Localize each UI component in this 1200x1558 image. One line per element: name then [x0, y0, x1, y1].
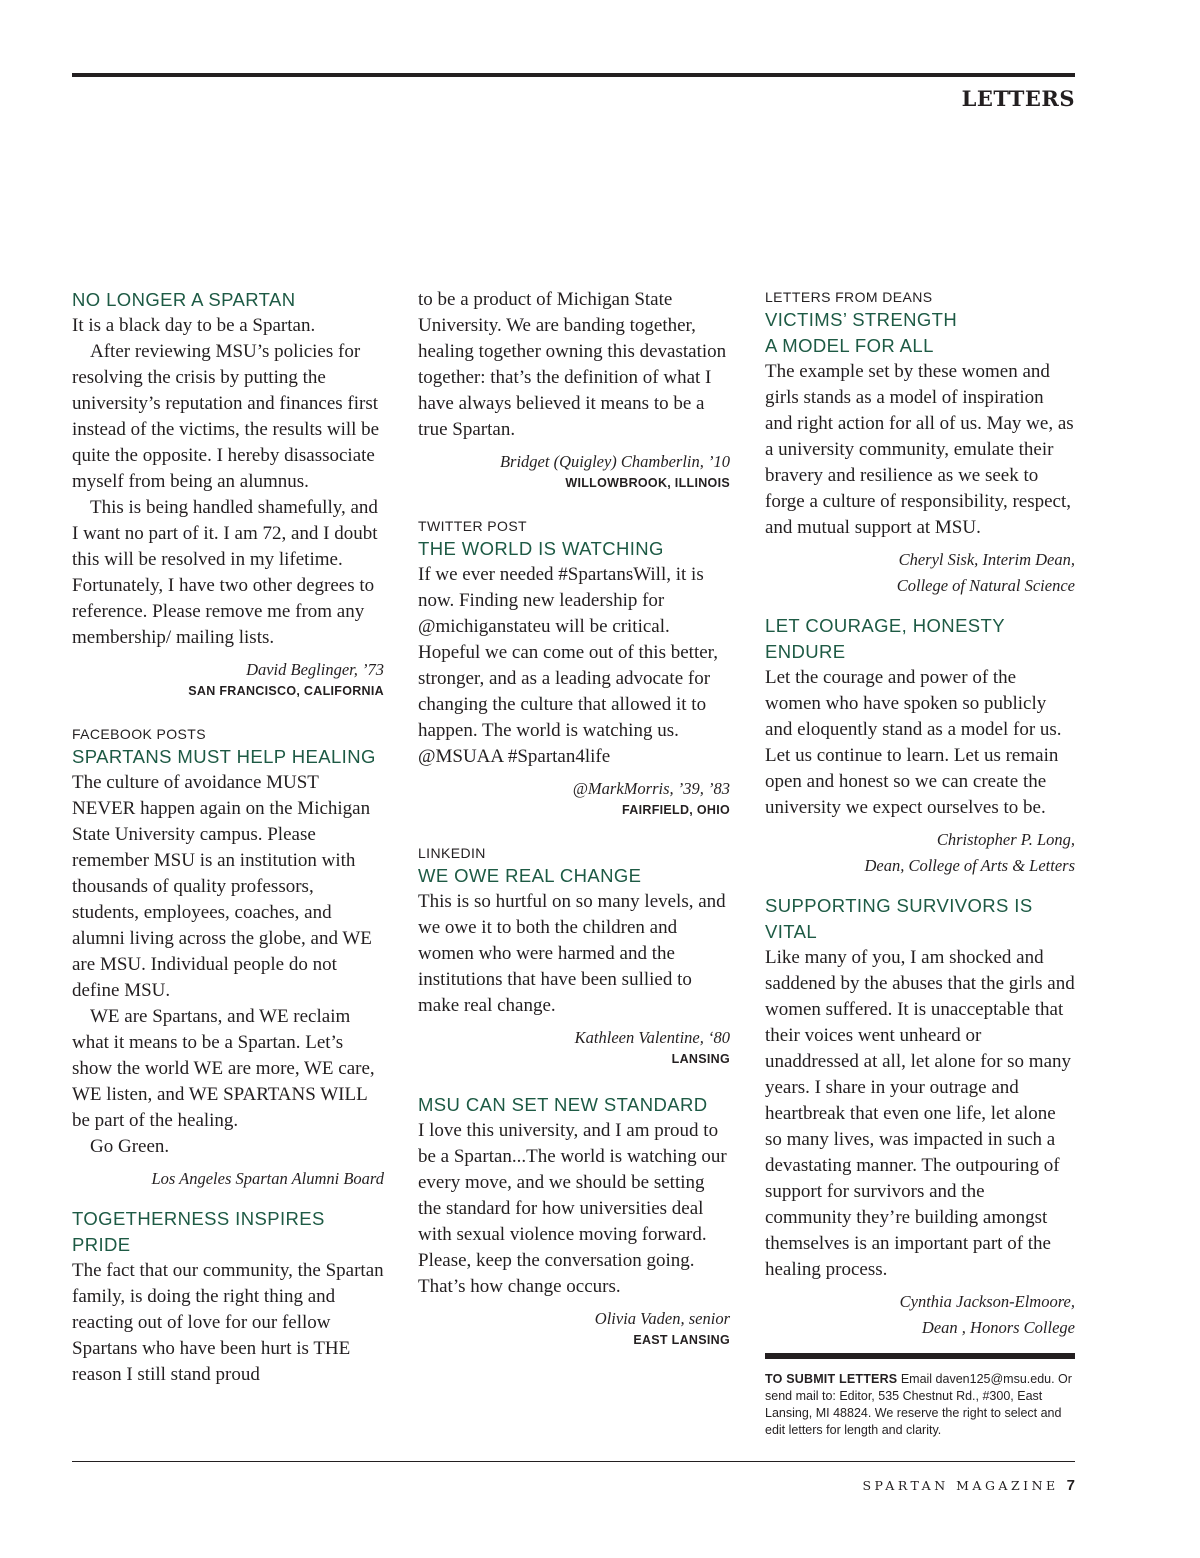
letter-heading: MSU CAN SET NEW STANDARD: [418, 1094, 708, 1115]
letter-signature: Cynthia Jackson-Elmoore,: [899, 1292, 1075, 1311]
section-kicker: LINKEDIN: [418, 845, 486, 861]
letter-heading: WE OWE REAL CHANGE: [418, 865, 642, 886]
bottom-rule: [72, 1461, 1075, 1462]
submit-label: TO SUBMIT LETTERS: [765, 1372, 898, 1386]
column-2: [418, 287, 730, 1349]
letter-body: @MSUAA #Spartan4life: [418, 746, 611, 767]
submit-text: Email daven125@msu.edu. Or send mail to: Editor, 535 Chestnut Rd., #300, East Lansing, MI 48824. We reserve the right to select and edit letters for length and clarity.: [765, 1372, 1072, 1437]
letter-body: Go Green.: [90, 1136, 170, 1157]
letter-body: The fact that our community, the Spartan family, is doing the right thing and reacting out of love for our fellow Spartans who have been hurt is THE reason I still stand proud: [72, 1260, 384, 1385]
letter-signature: Christopher P. Long,: [936, 830, 1075, 849]
letter-heading: NO LONGER A SPARTAN: [72, 289, 296, 310]
letter-signature: College of Natural Science: [896, 576, 1075, 595]
page-footer: [862, 1477, 1075, 1494]
letter-signature: David Beglinger, ’73: [246, 660, 384, 679]
letter-heading: THE WORLD IS WATCHING: [418, 538, 664, 559]
top-rule: [72, 73, 1075, 77]
letter-body: WE are Spartans, and WE reclaim what it means to be a Spartan. Let’s show the world WE are more, WE care, WE listen, and WE SPARTANS WILL be part of the healing.: [72, 1006, 375, 1131]
letter-body: This is being handled shamefully, and I want no part of it. I am 72, and I doubt this will be resolved in my lifetime. Fortunately, I have two other degrees to reference. Please remove me from any membership/ mailing lists.: [72, 497, 378, 648]
section-kicker: TWITTER POST: [418, 518, 528, 534]
letter-heading: A MODEL FOR ALL: [765, 335, 934, 356]
letter-signature: Dean , Honors College: [921, 1318, 1075, 1337]
letter-location: SAN FRANCISCO, CALIFORNIA: [188, 684, 384, 698]
letter-signature: Bridget (Quigley) Chamberlin, ’10: [499, 452, 730, 471]
letter-signature: Olivia Vaden, senior: [594, 1309, 730, 1328]
letter-body: If we ever needed #SpartansWill, it is now. Finding new leadership for @michiganstateu will be critical. Hopeful we can come out of this better, stronger, and as a leading advocate for changing the culture that allowed it to happen. The world is watching us.: [418, 564, 718, 741]
letter-signature: Kathleen Valentine, ‘80: [574, 1028, 730, 1047]
letter-location: FAIRFIELD, OHIO: [622, 803, 730, 817]
letter-body: The culture of avoidance MUST NEVER happen again on the Michigan State University campus. Please remember MSU is an institution with thousands of quality professors, students, employees, coaches, and alumni living across the globe, and WE are MSU. Individual people do not define MSU.: [72, 772, 372, 1001]
letter-signature: Cheryl Sisk, Interim Dean,: [898, 550, 1075, 569]
page-number: 7: [1066, 1477, 1075, 1494]
letter-signature: Dean, College of Arts & Letters: [864, 856, 1075, 875]
submit-rule: [765, 1353, 1075, 1359]
letter-location: LANSING: [671, 1052, 730, 1066]
column-1: [72, 287, 384, 1388]
letter-signature: Los Angeles Spartan Alumni Board: [151, 1169, 384, 1188]
section-title: LETTERS: [961, 86, 1075, 111]
letter-body: Like many of you, I am shocked and saddened by the abuses that the girls and women suffered. It is unacceptable that their voices went unheard or unaddressed at all, let alone for so many years. I share in your outrage and heartbreak that even one life, let alone so many lives, was impacted in such a devastating manner. The outpouring of support for survivors and the community they’re building amongst themselves is an important part of the healing process.: [765, 947, 1075, 1280]
letter-location: WILLOWBROOK, ILLINOIS: [565, 476, 730, 490]
letter-body: After reviewing MSU’s policies for resolving the crisis by putting the university’s reputation and finances first instead of the victims, the results will be quite the opposite. I hereby disassociate myself from being an alumnus.: [72, 341, 380, 492]
letter-heading: VICTIMS’ STRENGTH: [765, 309, 958, 330]
letter-body: Let the courage and power of the women who have spoken so publicly and eloquently stand as a model for us. Let us continue to learn. Let us remain open and honest so we can create the university we expect ourselves to be.: [765, 667, 1062, 818]
magazine-name: SPARTAN MAGAZINE: [862, 1478, 1059, 1493]
section-kicker: FACEBOOK POSTS: [72, 726, 206, 742]
letter-body: This is so hurtful on so many levels, and we owe it to both the children and women who were harmed and the institutions that have been sullied to make real change.: [418, 891, 726, 1016]
letter-heading: TOGETHERNESS INSPIRES PRIDE: [72, 1208, 325, 1255]
letter-body: I love this university, and I am proud to be a Spartan...The world is watching our every move, and we should be setting the standard for how universities deal with sexual violence moving forward. Please, keep the conversation going. That’s how change occurs.: [418, 1120, 727, 1297]
section-kicker: LETTERS FROM DEANS: [765, 289, 933, 305]
letter-body: to be a product of Michigan State University. We are banding together, healing together owning this devastation together: that’s the definition of what I have always believed it means to be a true Spartan.: [418, 289, 727, 440]
letter-body: The example set by these women and girls stands as a model of inspiration and right action for all of us. May we, as a university community, emulate their bravery and resilience as we seek to forge a culture of responsibility, respect, and mutual support at MSU.: [765, 361, 1074, 538]
letter-heading: SPARTANS MUST HELP HEALING: [72, 746, 376, 767]
letter-signature: @MarkMorris, ’39, ’83: [572, 779, 730, 798]
letter-body: It is a black day to be a Spartan.: [72, 315, 316, 336]
letter-heading: LET COURAGE, HONESTY ENDURE: [765, 615, 1005, 662]
letter-heading: SUPPORTING SURVIVORS IS VITAL: [765, 895, 1033, 942]
submit-info: [765, 1371, 1075, 1439]
column-3: [765, 287, 1075, 1439]
letter-location: EAST LANSING: [633, 1333, 730, 1347]
